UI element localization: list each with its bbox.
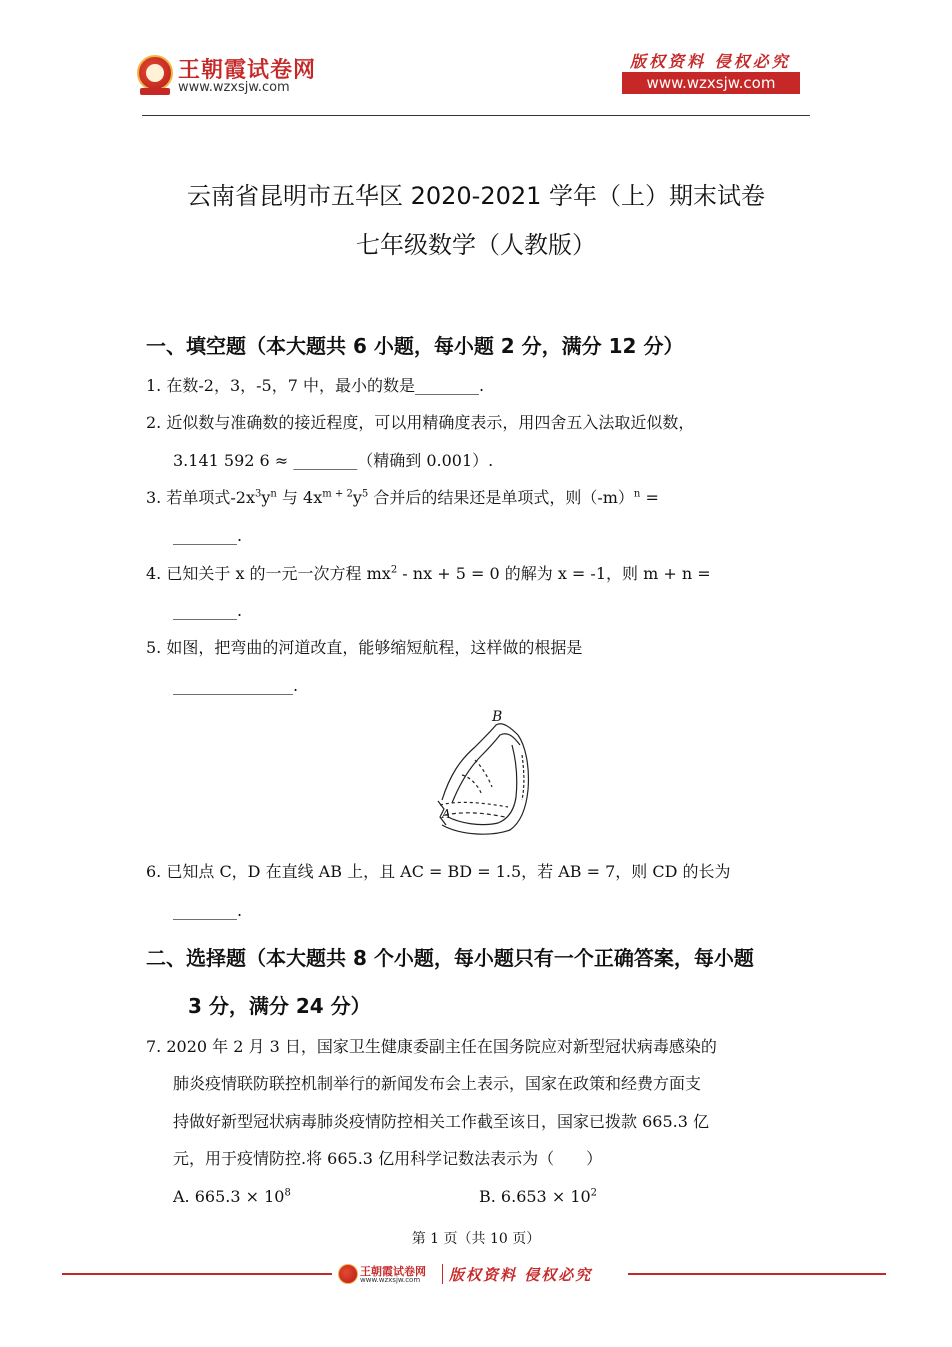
question-3-line-1: 3. 若单项式$-2x^3y^n$ 与 $4x^{m + 2}y^5$ 合并后的结果还是单项式，则$(-m)^n$ = — [146, 488, 659, 507]
option-b: B. $6.653 \times 10^2$ — [479, 1187, 598, 1206]
point-a-label: A — [442, 807, 451, 821]
river-figure — [430, 705, 550, 845]
page-number: 第 1 页（共 10 页） — [411, 1231, 541, 1247]
section-2-heading-line-2: 3 分，满分 24 分） — [188, 994, 371, 1018]
exam-subtitle: 七年级数学（人教版） — [356, 231, 596, 259]
question-7-line-2: 肺炎疫情联防联控机制举行的新闻发布会上表示，国家在政策和经费方面支 — [173, 1074, 702, 1093]
question-7-line-3: 持做好新型冠状病毒肺炎疫情防控相关工作截至该日，国家已拨款 665.3 亿 — [173, 1112, 709, 1131]
brand-logo-icon — [137, 55, 173, 91]
footer-rule-right — [628, 1273, 886, 1275]
question-1: 1. 在数-2，3，-5，7 中，最小的数是________. — [146, 376, 485, 395]
header-divider — [142, 115, 810, 116]
question-2-line-1: 2. 近似数与准确数的接近程度，可以用精确度表示，用四舍五入法取近似数， — [146, 413, 695, 432]
footer-brand-name: 王朝霞试卷网 — [360, 1265, 426, 1278]
option-a: A. $665.3 \times 10^8$ — [173, 1187, 291, 1206]
footer-rights-notice: 版权资料 侵权必究 — [449, 1266, 593, 1284]
footer-separator — [442, 1264, 443, 1284]
logo-ribbon — [140, 88, 170, 95]
question-7-line-4: 元，用于疫情防控.将 665.3 亿用科学记数法表示为（ ） — [173, 1149, 603, 1168]
question-6-line-2: ________. — [173, 901, 243, 920]
rights-url-badge: www.wzxsjw.com — [622, 72, 800, 94]
point-b-label: B — [492, 709, 503, 725]
exam-title: 云南省昆明市五华区 2020-2021 学年（上）期末试卷 — [186, 182, 766, 210]
footer-brand-url: www.wzxsjw.com — [360, 1276, 421, 1284]
section-2-heading-line-1: 二、选择题（本大题共 8 个小题，每小题只有一个正确答案，每小题 — [146, 946, 754, 970]
footer-logo-icon — [338, 1264, 358, 1284]
question-3-line-2: ________. — [173, 526, 243, 545]
footer-rule-left — [62, 1273, 332, 1275]
question-2-line-2: 3.141 592 6 ≈ ________（精确到 0.001）. — [173, 451, 494, 470]
rights-notice: 版权资料 侵权必究 — [630, 52, 791, 71]
question-4-line-2: ________. — [173, 601, 243, 620]
question-4-line-1: 4. 已知关于 x 的一元一次方程 $mx^2$ - nx + 5 = 0 的解为 x = -1，则 m + n = — [146, 564, 711, 583]
section-1-heading: 一、填空题（本大题共 6 小题，每小题 2 分，满分 12 分） — [146, 334, 684, 358]
question-5-line-1: 5. 如图，把弯曲的河道改直，能够缩短航程，这样做的根据是 — [146, 638, 583, 657]
question-5-line-2: _______________. — [173, 676, 299, 695]
brand-name: 王朝霞试卷网 — [178, 58, 317, 83]
brand-url: www.wzxsjw.com — [178, 80, 290, 95]
question-7-line-1: 7. 2020 年 2 月 3 日，国家卫生健康委副主任在国务院应对新型冠状病毒感染的 — [146, 1037, 717, 1056]
question-6-line-1: 6. 已知点 C，D 在直线 AB 上，且 AC = BD = 1.5，若 AB = 7，则 CD 的长为 — [146, 862, 731, 881]
